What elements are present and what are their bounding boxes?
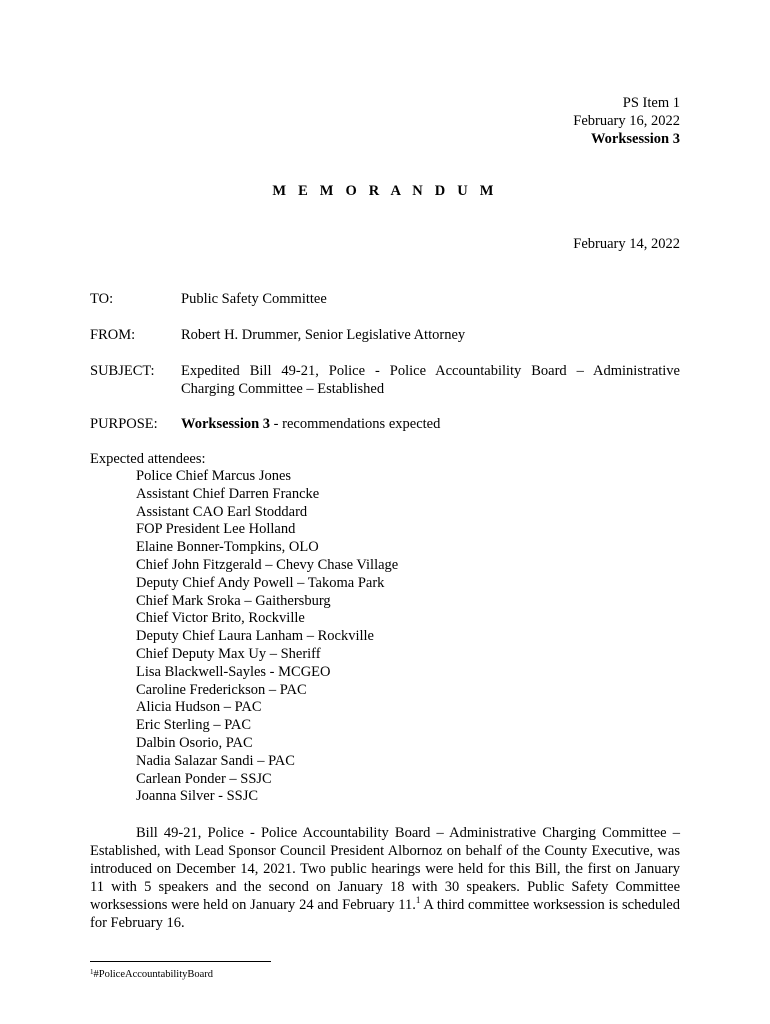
body-main-text: Bill 49-21, Police - Police Accountability Board – Administrative Charging Committee – Established, with Lead Sponsor Council President Albornoz on behalf of the County Executive, was introduced on December 14, 2021. Two public hearings were held for this Bill, the first on January 11 with 5 speakers and the second on January 18 with 30 speakers. Public Safety Committee worksessions were held on January 24 and February 11.: [90, 825, 680, 913]
attendee-item: Assistant CAO Earl Stoddard: [136, 503, 308, 520]
meeting-date: February 16, 2022: [573, 113, 680, 129]
purpose-field: [90, 415, 680, 433]
to-label: TO:: [90, 291, 114, 307]
purpose-label: PURPOSE:: [90, 416, 158, 432]
attendee-item: Nadia Salazar Sandi – PAC: [136, 752, 295, 769]
attendee-item: Deputy Chief Andy Powell – Takoma Park: [136, 574, 385, 591]
subject-value: Expedited Bill 49-21, Police - Police Accountability Board – Administrative Charging Committee – Established: [181, 363, 680, 397]
from-value: Robert H. Drummer, Senior Legislative Attorney: [181, 327, 466, 343]
from-field: [90, 326, 680, 344]
footnote-reference[interactable]: 1: [415, 895, 421, 905]
attendees-heading: Expected attendees:: [90, 451, 206, 467]
item-number: PS Item 1: [622, 95, 680, 111]
attendees-list: [136, 468, 398, 806]
footnote-text: #PoliceAccountabilityBoard: [93, 969, 214, 980]
header-block: [573, 94, 680, 148]
subject-field: [90, 362, 680, 398]
attendee-item: Police Chief Marcus Jones: [136, 468, 292, 484]
attendee-item: Chief Mark Sroka – Gaithersburg: [136, 592, 331, 609]
footnote-divider: [90, 961, 271, 962]
attendee-item: Chief Deputy Max Uy – Sheriff: [136, 645, 321, 662]
body-paragraph: [90, 824, 680, 932]
attendee-item: Alicia Hudson – PAC: [136, 699, 262, 716]
worksession-label: Worksession 3: [590, 131, 680, 147]
purpose-worksession: Worksession 3: [181, 416, 271, 432]
footnote-marker: 1: [90, 968, 94, 976]
attendee-item: Caroline Frederickson – PAC: [136, 681, 307, 698]
purpose-rest: - recommendations expected: [270, 416, 441, 432]
attendee-item: Elaine Bonner-Tompkins, OLO: [136, 539, 319, 556]
attendee-item: Deputy Chief Laura Lanham – Rockville: [136, 628, 374, 645]
attendee-item: Dalbin Osorio, PAC: [136, 734, 253, 751]
attendee-item: Lisa Blackwell-Sayles - MCGEO: [136, 663, 331, 680]
attendee-item: Joanna Silver - SSJC: [136, 788, 259, 805]
attendee-item: FOP President Lee Holland: [136, 521, 296, 538]
purpose-value: [181, 415, 680, 433]
subject-label: SUBJECT:: [90, 363, 155, 379]
memo-date: February 14, 2022: [573, 236, 680, 252]
attendee-item: Assistant Chief Darren Francke: [136, 485, 320, 502]
body-tail-text: A third committee worksession is scheduled for February 16.: [90, 897, 680, 931]
attendee-item: Eric Sterling – PAC: [136, 717, 252, 734]
to-value: Public Safety Committee: [181, 291, 327, 307]
attendee-item: Chief John Fitzgerald – Chevy Chase Village: [136, 556, 399, 573]
attendee-item: Carlean Ponder – SSJC: [136, 770, 272, 787]
memo-title: M E M O R A N D U M: [272, 183, 498, 199]
attendee-item: Chief Victor Brito, Rockville: [136, 610, 305, 627]
to-field: [90, 290, 680, 308]
from-label: FROM:: [90, 327, 136, 343]
footnote: [90, 969, 213, 980]
